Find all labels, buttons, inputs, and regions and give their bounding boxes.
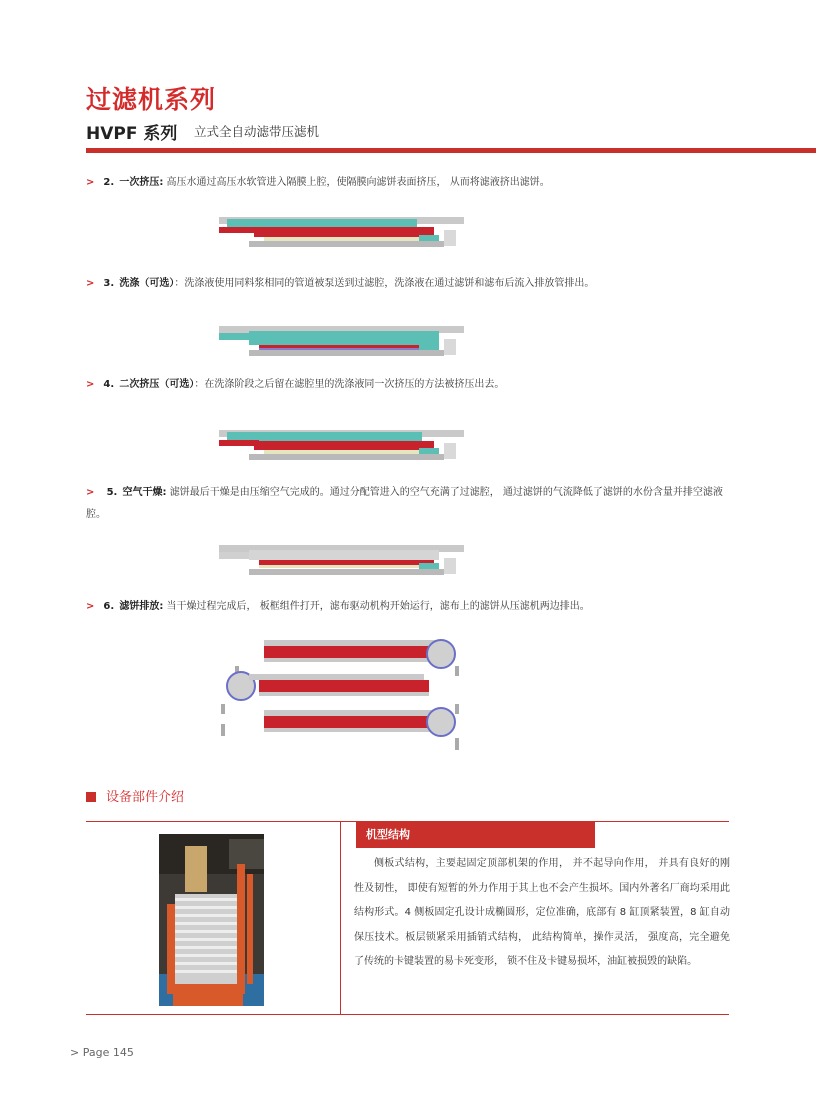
diagram-air-drying <box>219 541 464 578</box>
step-keyword: 一次挤压: <box>119 177 164 188</box>
section-heading-text: 设备部件介绍 <box>106 790 185 805</box>
bullet-arrow-icon: > <box>86 177 95 188</box>
step-text: 高压水通过高压水软管进入隔膜上腔，使隔膜向滤饼表面挤压， 从而将滤液挤出滤饼。 <box>163 177 550 188</box>
machine-photo <box>159 834 264 1006</box>
step-text: ：在洗涤阶段之后留在滤腔里的洗涤液同一次挤压的方法被挤压出去。 <box>194 379 505 390</box>
step-5 <box>86 482 736 526</box>
header-rule <box>86 148 816 153</box>
step-4 <box>86 374 504 396</box>
series-subtitle: 立式全自动滤带压滤机 <box>194 124 320 139</box>
step-text: 滤饼最后干燥是由压缩空气完成的。通过分配管进入的空气充满了过滤腔， 通过滤饼的气流降低了滤饼的水份含量并排空滤液腔。 <box>86 487 723 520</box>
diagram-second-squeeze <box>219 426 464 462</box>
step-2 <box>86 172 550 194</box>
section-heading <box>86 786 184 805</box>
step-keyword: 洗涤（可选） <box>119 278 175 289</box>
diagram-cake-discharge <box>219 634 464 754</box>
structure-label: 机型结构 <box>356 822 595 848</box>
step-keyword: 滤饼排放: <box>119 601 164 612</box>
page-number: > Page 145 <box>70 1046 134 1059</box>
table-bottom-rule <box>86 1014 729 1015</box>
step-number: 2. <box>103 177 115 188</box>
bullet-arrow-icon: > <box>86 278 95 289</box>
step-number: 4. <box>103 379 115 390</box>
diagram-washing <box>219 322 464 358</box>
step-text: 当干燥过程完成后， 板框组件打开，滤布驱动机构开始运行，滤布上的滤饼从压滤机两边排出。 <box>163 601 590 612</box>
square-bullet-icon <box>86 792 96 802</box>
bullet-arrow-icon: > <box>86 601 95 612</box>
step-number: 6. <box>103 601 115 612</box>
diagram-first-squeeze <box>219 213 464 250</box>
step-keyword: 空气干燥: <box>122 487 167 498</box>
structure-description: 侧板式结构，主要起固定顶部机架的作用， 并不起导向作用， 并具有良好的刚性及韧性， 即使有短暂的外力作用于其上也不会产生损坏。国内外著名厂商均采用此结构形式。4 侧板固定孔设计成椭圆形，定位准确，底部有 8 缸顶紧装置，8 缸自动保压技术。板层锁紧采用插销式结构， 此结构简单，操作灵活， 强度高，完全避免了传统的卡键装置的易卡死变形， 锁不住及卡键易损坏，油缸被损毁的缺陷。 <box>354 858 730 967</box>
table-divider <box>340 821 341 1014</box>
bullet-arrow-icon: > <box>86 487 95 498</box>
step-keyword: 二次挤压（可选） <box>119 379 195 390</box>
step-number: 5. <box>106 487 118 498</box>
page-title: 过滤机系列 <box>86 85 217 114</box>
step-6 <box>86 596 590 618</box>
series-title: HVPF 系列 <box>86 124 178 144</box>
step-3 <box>86 273 594 295</box>
bullet-arrow-icon: > <box>86 379 95 390</box>
step-number: 3. <box>103 278 115 289</box>
step-text: ：洗涤液使用同料浆相同的管道被泵送到过滤腔，洗涤液在通过滤饼和滤布后流入排放管排出。 <box>174 278 595 289</box>
